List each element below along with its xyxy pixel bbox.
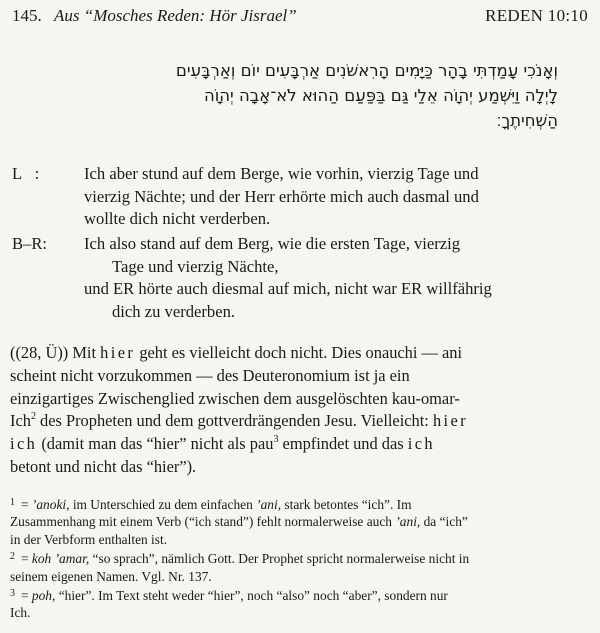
text-run: Ich (10, 411, 31, 431)
text-run: da “ich” (420, 514, 468, 530)
spaced-word: ich (407, 434, 435, 454)
footnote-term: ’ani, (395, 514, 421, 530)
translation-body (84, 233, 596, 323)
verse-reference: REDEN 10:10 (485, 6, 588, 25)
footnote-line (10, 494, 594, 513)
footnote-line: Ich. (10, 605, 31, 621)
hebrew-line: וְאָנֹכִי עָמַדְתִּי בָהָר כַּיָּמִים הָרִאשֹׁנִים אַרְבָּעִים יוֹם וְאַרְבָּעִים (175, 61, 558, 80)
footnote-line (10, 585, 594, 604)
translation-line: Ich also stand auf dem Berg, wie die ersten Tage, vierzig (84, 234, 461, 253)
text-run: stark betontes “ich”. Im (281, 497, 412, 512)
text-run: geht es vielleicht doch nicht. Dies onauchi (135, 343, 422, 362)
commentary-line (10, 433, 592, 456)
spaced-word: ich (10, 434, 38, 454)
translation-line: wollte dich nicht verderben. (84, 209, 271, 228)
text-run: (damit man das “hier” nicht als pau (37, 434, 274, 454)
commentary-paragraph (10, 342, 592, 479)
text-run: = (21, 588, 32, 604)
footnote-ref: 2 (30, 411, 36, 423)
section-number: 145. (12, 6, 42, 25)
hebrew-line: לָיְלָה וַיִּשְׁמַע יְהוָֹה אֵלַי גַּם בַּפַּעַם הַהוּא לֹא־אָבָה יְהוָֹה (203, 86, 558, 105)
footnote-line: in der Verbform enthalten ist. (10, 531, 168, 547)
page-header (12, 6, 588, 30)
footnote-marker: 2 (10, 551, 15, 563)
commentary-line (10, 342, 592, 365)
footnote-ref: 3 (273, 434, 279, 446)
text-run: — ani (421, 343, 463, 362)
footnote-term: koh ’amar, (31, 551, 90, 567)
translation-label: B–R: (12, 234, 48, 253)
footnotes (10, 494, 594, 622)
text-run: = (21, 497, 32, 512)
footnote-term: poh, (31, 588, 56, 604)
spaced-word: hier (100, 343, 136, 362)
section-title: Aus “Mosches Reden: Hör Jisrael” (54, 6, 297, 25)
text-run: ((28, Ü)) Mit (10, 343, 101, 362)
translation-line: Ich aber stund auf dem Berge, wie vorhin, vierzig Tage und (84, 164, 479, 183)
hebrew-verse (78, 58, 558, 133)
translation-line: Tage und vierzig Nächte, (112, 256, 279, 276)
footnote-marker: 1 (10, 497, 15, 508)
footnote-term: ’anoki, (31, 497, 70, 512)
translation-line: und ER hörte auch diesmal auf mich, nicht war ER willfährig (84, 279, 492, 298)
text-run: des Propheten und dem gottverdrängenden Jesu. Vielleicht: (35, 411, 433, 431)
hebrew-line: הַשְׁחִיתֶךָ׃ (496, 111, 558, 130)
footnote-marker: 3 (10, 588, 15, 600)
commentary-line: betont und nicht das “hier”). (10, 456, 197, 476)
translation-line: vierzig Nächte; und der Herr erhörte mich auch dasmal und (84, 186, 479, 206)
footnote-line (10, 513, 594, 530)
text-run: Zusammenhang mit einem Verb (“ich stand”) fehlt normalerweise auch (10, 514, 396, 530)
footnote-line (10, 548, 594, 567)
footnote-line: seinem eigenen Namen. Vgl. Nr. 137. (10, 568, 212, 584)
commentary-line: einzigartiges Zwischenglied zwischen dem ausgelöschten kau-omar- (10, 388, 460, 408)
translation-line: dich zu verderben. (112, 301, 236, 321)
translation-label: L : (12, 164, 40, 183)
spaced-word: hier (432, 411, 469, 431)
text-run: “hier”. Im Text steht weder “hier”, noch “also” noch “aber”, sondern nur (55, 588, 448, 604)
commentary-line: scheint nicht vorzukommen — des Deuteronomium ist ja ein (10, 365, 410, 385)
text-run: im Unterschied zu dem einfachen (69, 497, 257, 512)
commentary-line (10, 410, 592, 433)
text-run: “so sprach”, nämlich Gott. Der Prophet spricht normalerweise nicht in (89, 551, 470, 567)
text-run: = (21, 551, 32, 567)
text-run: empfindet und das (278, 434, 408, 454)
translation-body (84, 163, 596, 231)
footnote-term: ’ani, (256, 497, 282, 512)
